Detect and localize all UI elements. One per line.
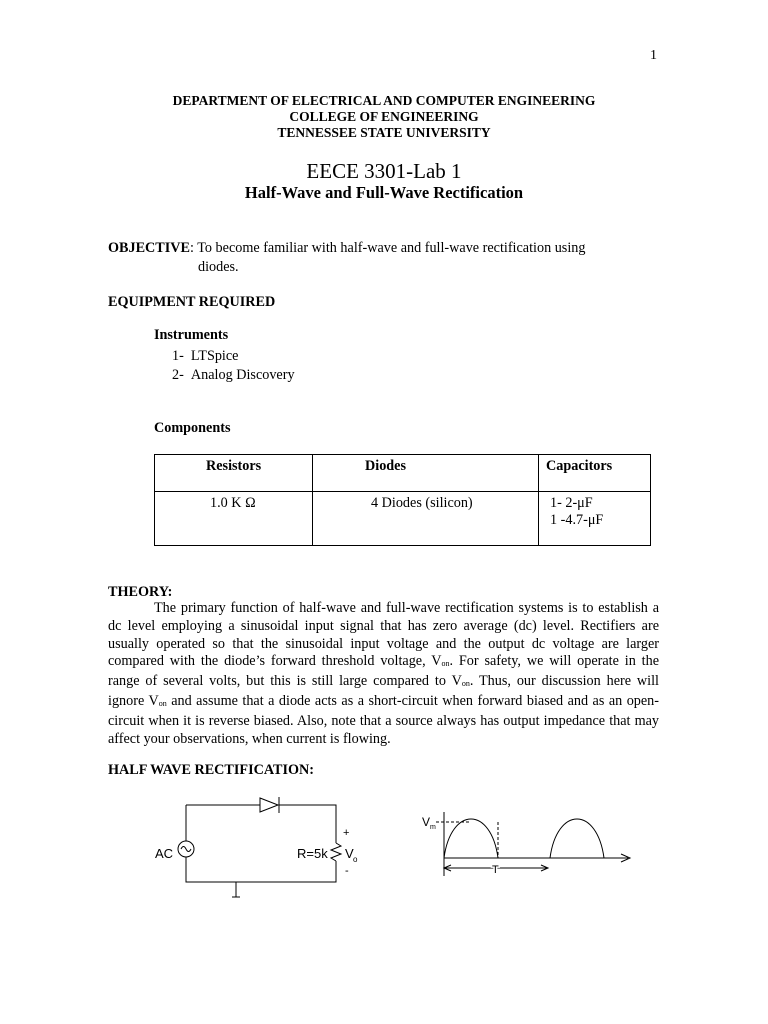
lab-subtitle: Half-Wave and Full-Wave Rectification [244,183,524,202]
theory-heading: THEORY: [108,584,173,600]
components-table [154,454,651,546]
half-wave-pulse [550,819,604,858]
table-cell [539,492,651,546]
instrument-name: LTSpice [190,348,239,364]
half-wave-circuit-diagram [150,790,370,910]
resistor-label: R=5k [297,846,328,861]
equipment-heading: EQUIPMENT REQUIRED [108,294,276,310]
objective-label: OBJECTIVE [108,240,190,256]
instrument-item [172,366,295,384]
theory-text: and assume that a diode acts as a short-circuit when forward biased and as an open-circuit when it is reverse biased. Also, note that a source always has output impedance that may affect your observations, when current is flowing. [108,692,660,747]
half-wave-heading: HALF WAVE RECTIFICATION: [108,762,315,778]
department-name: DEPARTMENT OF ELECTRICAL AND COMPUTER ENGINEERING [172,93,596,108]
vm-subscript: m [430,824,436,831]
table-cell [155,492,313,546]
subscript: on [461,679,470,689]
half-wave-waveform [418,808,638,878]
half-wave-pulse [444,819,498,858]
diode-value: 4 Diodes (silicon) [371,495,473,511]
table-header-cell [155,455,313,492]
capacitor-value: 1- 2-μF [550,495,593,511]
table-header-row [155,455,651,492]
instrument-item [172,347,238,365]
circuit-wire [279,805,336,843]
resistor-value: 1.0 K Ω [210,495,256,511]
diodes-header: Diodes [365,458,406,474]
components-heading: Components [154,420,231,436]
instruments-heading: Instruments [154,327,229,343]
subscript: on [441,659,450,669]
diode-symbol [260,798,278,812]
resistors-header: Resistors [206,458,262,474]
subscript: on [158,698,167,708]
plus-sign: + [343,827,350,839]
instrument-name: Analog Discovery [190,367,295,383]
lab-title: EECE 3301-Lab 1 [306,159,462,183]
minus-sign: - [345,865,349,877]
capacitors-header: Capacitors [546,458,613,474]
period-label: T [492,864,499,876]
table-header-cell [313,455,539,492]
table-cell [313,492,539,546]
table-row [155,492,651,546]
ground-symbol [232,882,240,897]
college-name: COLLEGE OF ENGINEERING [289,109,479,124]
ac-wave-icon [181,847,191,852]
resistor-symbol [331,843,341,861]
vo-label: V [345,846,354,861]
objective-text: : To become familiar with half-wave and full-wave rectification using [190,240,586,256]
university-name: TENNESSEE STATE UNIVERSITY [277,125,491,140]
theory-text: . Thus, our discussion here will ignore V [108,673,659,709]
page-number: 1 [650,48,657,63]
instrument-number: 2- [172,367,184,383]
theory-paragraph [108,600,659,748]
table-header-cell [539,455,651,492]
objective-line2: diodes. [198,259,239,275]
instrument-number: 1- [172,348,184,364]
ac-label: AC [155,846,174,861]
theory-text: . For safety, we will operate in the range of several volts, but this is still large compared to V [108,653,659,690]
capacitor-value: 1 -4.7-μF [550,512,604,528]
objective-line1 [108,239,585,257]
vm-label: V [422,815,431,829]
vo-subscript: o [353,855,358,864]
theory-text: The primary function of half-wave and full-wave rectification systems is to establish a dc level employing a sinusoidal input signal that has zero average (dc) level. Rectifiers are usually operated so that the sinusoidal input voltage and the output dc voltage are larger compared with the diode’s forward threshold voltage, V [108,600,659,670]
